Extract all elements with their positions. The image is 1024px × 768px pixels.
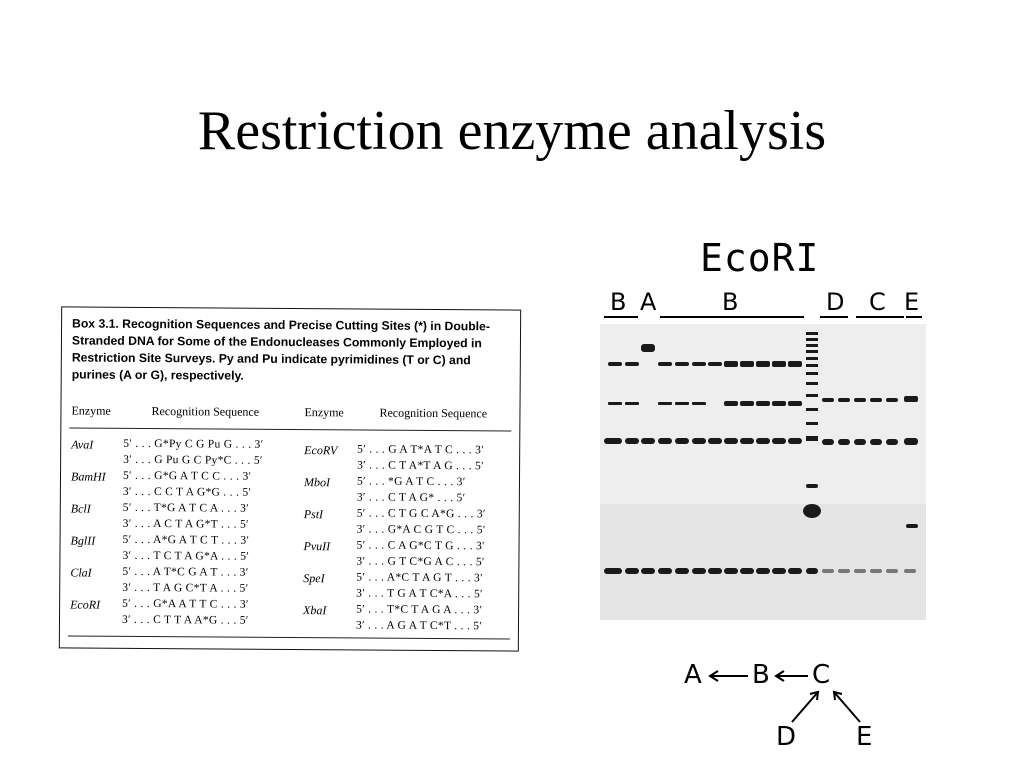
node-d: D bbox=[776, 722, 797, 752]
sequence-top: 5′ . . . G*A A T T C . . . 3′ bbox=[122, 597, 249, 611]
header-sequence-left: Recognition Sequence bbox=[151, 404, 260, 419]
gel-figure bbox=[600, 232, 930, 622]
sequence-top: 5′ . . . A*C T A G T . . . 3′ bbox=[356, 571, 483, 585]
header-sequence-right: Recognition Sequence bbox=[379, 405, 488, 421]
sequence-bottom: 3′ . . . C C T A G*G . . . 5′ bbox=[122, 485, 252, 499]
enzyme-name: AvaI bbox=[71, 437, 94, 452]
relationship-diagram bbox=[670, 650, 900, 760]
lane-label-b-main: B bbox=[722, 288, 739, 316]
lane-label-a: A bbox=[640, 288, 657, 316]
enzyme-name: PstI bbox=[303, 507, 324, 522]
sequence-bottom: 3′ . . . T C T A G*A . . . 5′ bbox=[122, 549, 250, 563]
enzyme-name: BglII bbox=[70, 533, 96, 548]
header-enzyme-right: Enzyme bbox=[304, 405, 344, 420]
enzyme-name: EcoRV bbox=[304, 443, 338, 458]
enzyme-name: BclI bbox=[70, 501, 91, 516]
sequence-top: 5′ . . . G A T*A T C . . . 3′ bbox=[357, 443, 485, 457]
footer-rule bbox=[68, 635, 510, 639]
sequence-bottom: 3′ . . . C T A G* . . . 5′ bbox=[356, 491, 466, 505]
node-b: B bbox=[752, 660, 770, 690]
lane-group-line bbox=[906, 316, 922, 318]
recognition-sequence-box bbox=[59, 306, 521, 651]
sequence-bottom: 3′ . . . G T C*G A C . . . 5′ bbox=[356, 555, 485, 569]
lane-group-line bbox=[820, 316, 848, 318]
enzyme-name: XbaI bbox=[303, 603, 327, 618]
sequence-top: 5′ . . . A*G A T C T . . . 3′ bbox=[122, 533, 250, 547]
sequence-bottom: 3′ . . . T G A T C*A . . . 5′ bbox=[356, 587, 483, 601]
lane-label-d: D bbox=[826, 288, 845, 316]
sequence-top: 5′ . . . C T G C A*G . . . 3′ bbox=[356, 507, 486, 521]
node-a: A bbox=[684, 660, 702, 690]
sequence-top: 5′ . . . G*G A T C C . . . 3′ bbox=[122, 469, 252, 483]
sequence-top: 5′ . . . T*C T A G A . . . 3′ bbox=[356, 603, 483, 617]
slide-title: Restriction enzyme analysis bbox=[197, 100, 827, 162]
sequence-bottom: 3′ . . . A C T A G*T . . . 5′ bbox=[122, 517, 249, 531]
sequence-top: 5′ . . . *G A T C . . . 3′ bbox=[356, 475, 466, 489]
sequence-top: 5′ . . . C A G*C T G . . . 3′ bbox=[356, 539, 485, 553]
enzyme-name: ClaI bbox=[70, 565, 92, 580]
enzyme-name: EcoRI bbox=[70, 597, 101, 612]
node-c: C bbox=[812, 660, 831, 690]
sequence-top: 5′ . . . A T*C G A T . . . 3′ bbox=[122, 565, 249, 579]
node-e: E bbox=[856, 722, 873, 752]
header-rule bbox=[69, 427, 511, 431]
sequence-bottom: 3′ . . . G Pu G C Py*C . . . 5′ bbox=[123, 453, 263, 467]
enzyme-name: MboI bbox=[303, 475, 331, 490]
enzyme-name: PvuII bbox=[303, 539, 331, 554]
lane-label-c: C bbox=[869, 288, 886, 316]
gel-bands bbox=[600, 324, 926, 620]
relationship-arrows bbox=[670, 650, 900, 760]
sequence-bottom: 3′ . . . T A G C*T A . . . 5′ bbox=[122, 581, 249, 595]
lane-group-line bbox=[856, 316, 904, 318]
header-enzyme-left: Enzyme bbox=[71, 403, 111, 418]
sequence-bottom: 3′ . . . C T T A A*G . . . 5′ bbox=[121, 613, 249, 627]
enzyme-name: SpeI bbox=[303, 571, 325, 586]
sequence-bottom: 3′ . . . C T A*T A G . . . 5′ bbox=[357, 459, 484, 473]
lane-label-b-first: B bbox=[610, 288, 627, 316]
sequence-bottom: 3′ . . . A G A T C*T . . . 5′ bbox=[355, 619, 483, 633]
lane-group-line bbox=[604, 316, 638, 318]
lane-label-e: E bbox=[904, 288, 920, 316]
sequence-top: 5′ . . . G*Py C G Pu G . . . 3′ bbox=[123, 437, 264, 451]
gel-title: EcoRI bbox=[700, 236, 820, 280]
box-caption: Box 3.1. Recognition Sequences and Precise Cutting Sites (*) in Double-Stranded DNA for Some of the Endonucleases Commonly Employed in Restriction Site Surveys. Py and Pu indicate pyrimidines (T or C) and purines (A or G), respectively. bbox=[71, 316, 490, 383]
lane-group-line bbox=[660, 316, 804, 318]
sequence-top: 5′ . . . T*G A T C A . . . 3′ bbox=[122, 501, 250, 515]
sequence-bottom: 3′ . . . G*A C G T C . . . 5′ bbox=[356, 523, 486, 537]
enzyme-name: BamHI bbox=[70, 469, 106, 484]
